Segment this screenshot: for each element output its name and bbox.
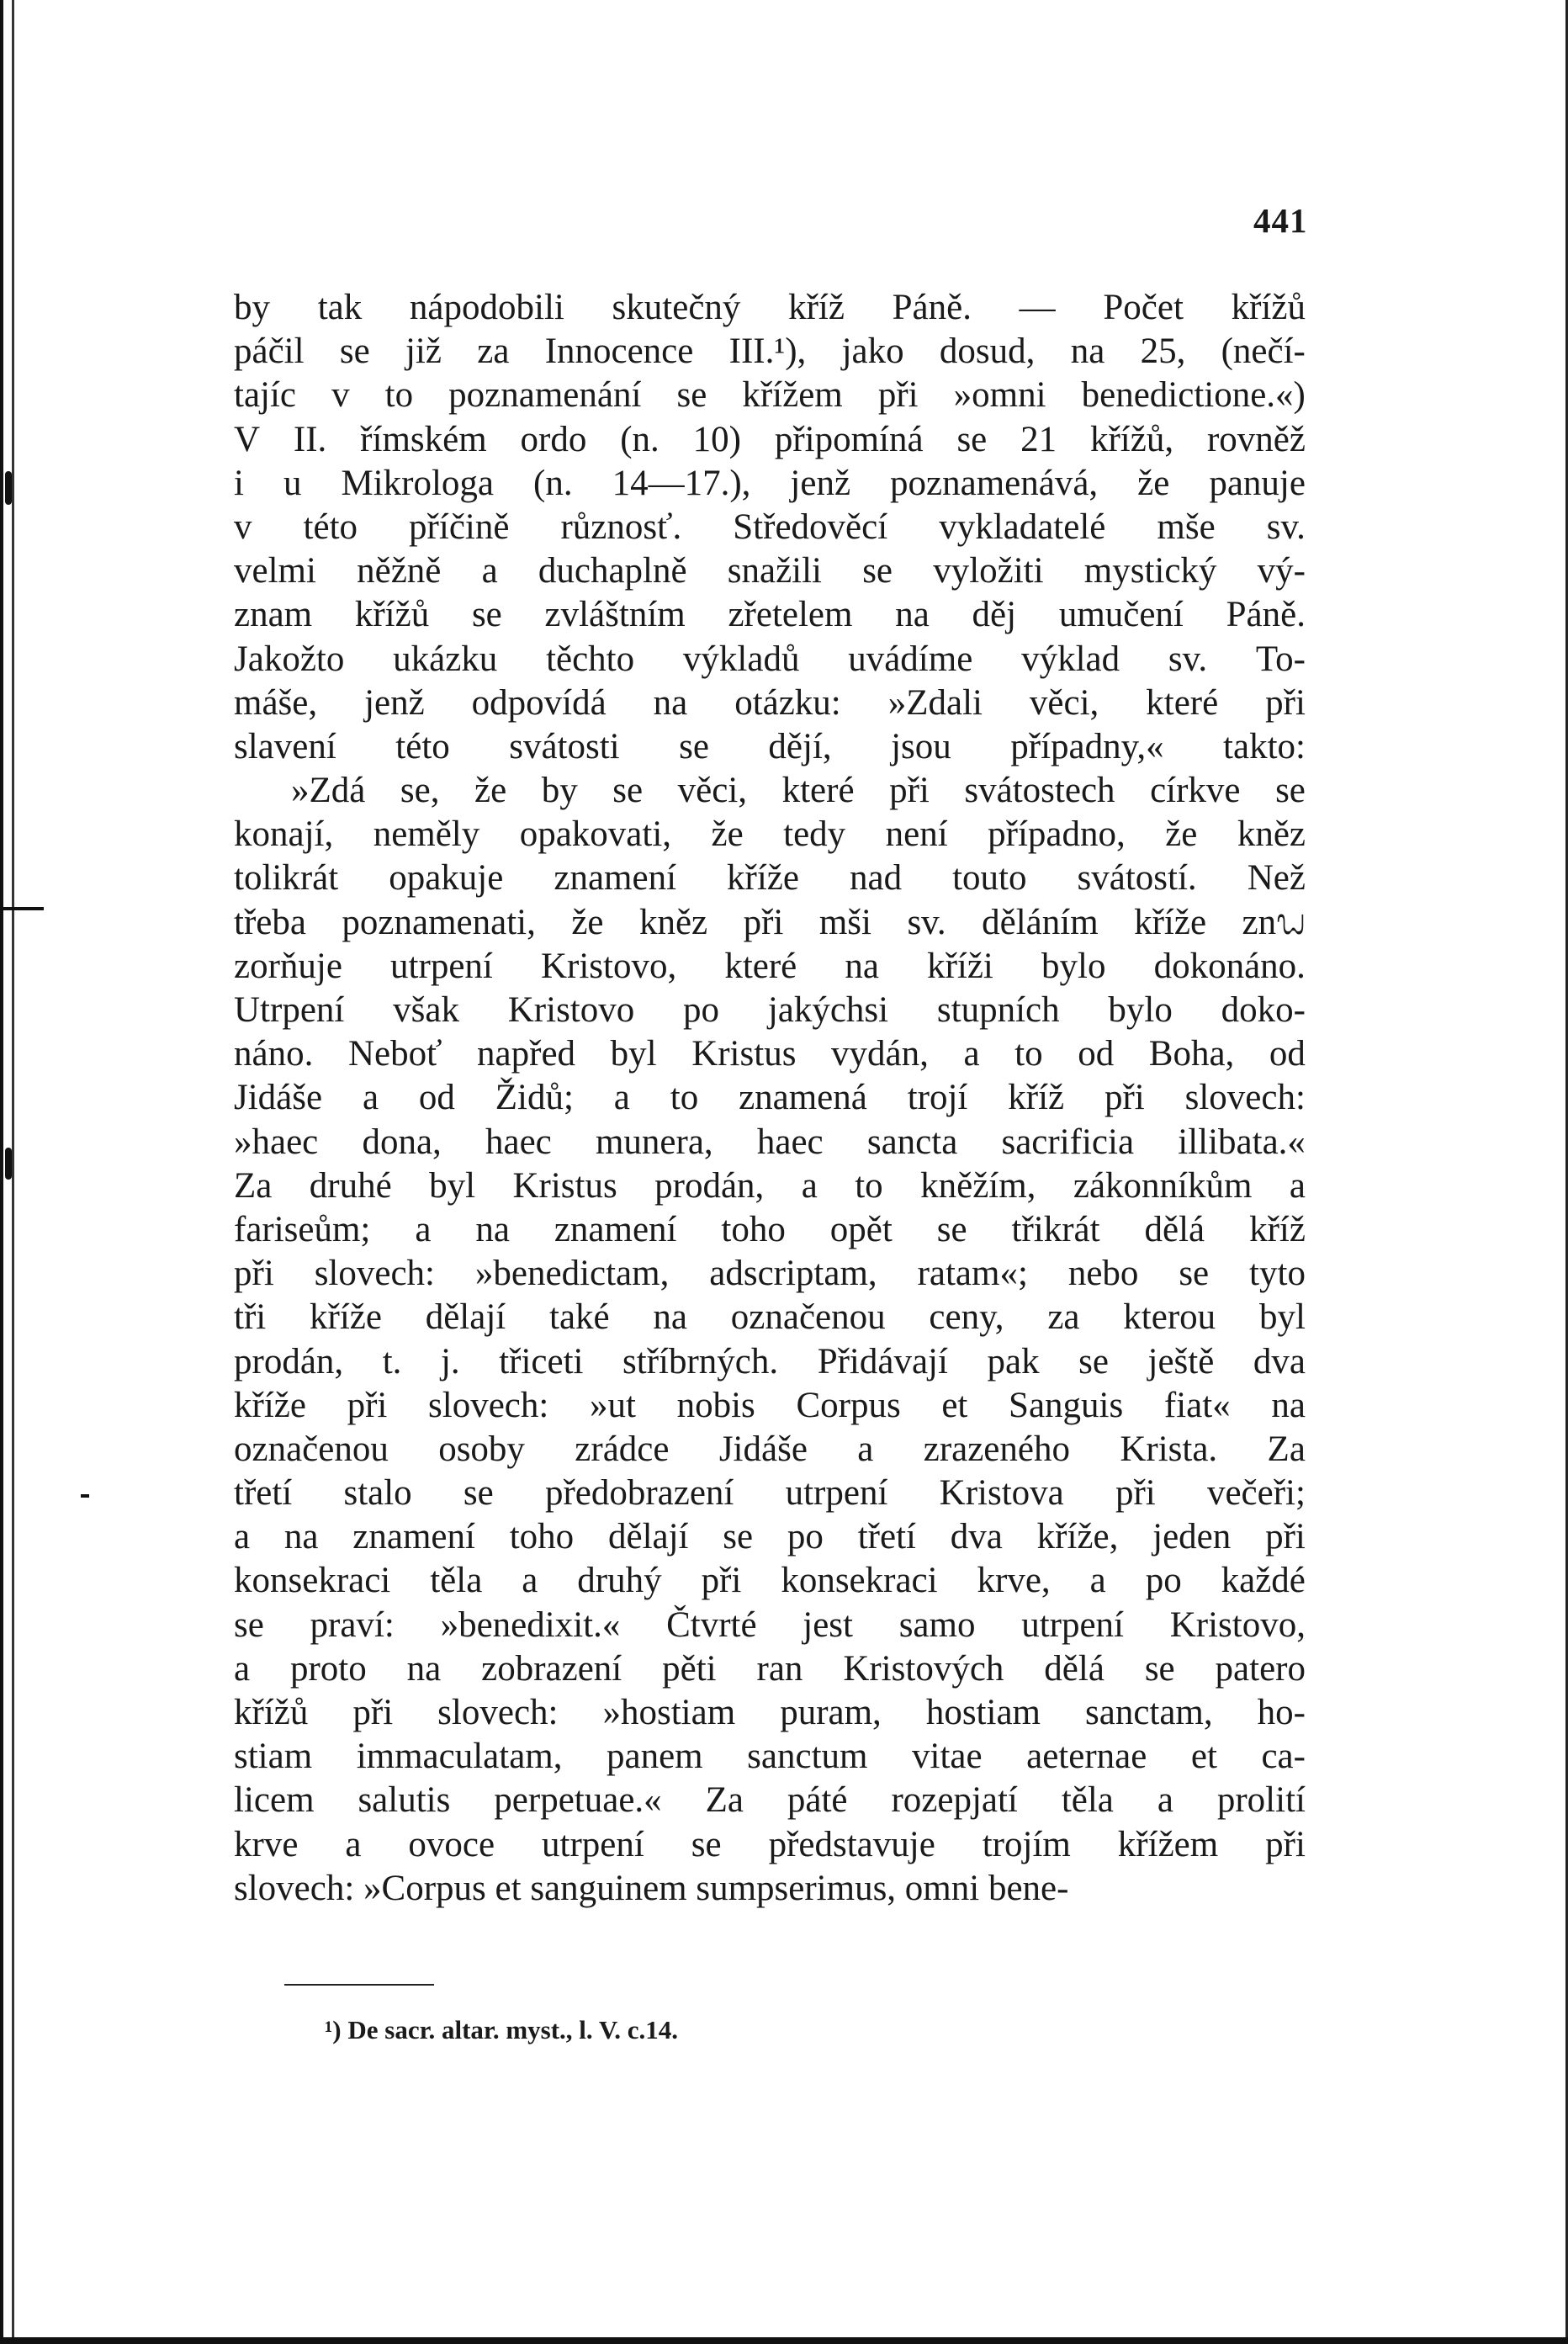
- text-line-37: slovech: »Corpus et sanguinem sumpserimus, omni bene-: [234, 1868, 1069, 1908]
- text-line-5: i u Mikrologa (n. 14—17.), jenž poznamenává, že panuje: [234, 463, 1306, 503]
- text-line-22: fariseům; a na znamení toho opět se třikrát dělá kříž: [234, 1209, 1306, 1249]
- text-line-15: třeba poznamenati, že kněz při mši sv. děláním kříže znᬠ: [234, 902, 1306, 942]
- text-line-2: páčil se již za Innocence III.¹), jako dosud, na 25, (nečí-: [234, 331, 1306, 372]
- text-line-7: velmi něžně a duchaplně snažili se vyložiti mystický vý-: [234, 551, 1306, 591]
- text-line-33: křížů při slovech: »hostiam puram, hostiam sanctam, ho-: [234, 1693, 1306, 1732]
- page-number: 441: [1253, 201, 1308, 240]
- text-line-32: a proto na zobrazení pěti ran Kristových dělá se patero: [234, 1648, 1306, 1689]
- text-line-6: v této příčině různosť. Středověcí vykladatelé mše sv.: [234, 506, 1306, 547]
- text-line-10: máše, jenž odpovídá na otázku: »Zdali věci, které při: [234, 682, 1306, 723]
- body-text: [234, 286, 1306, 1911]
- text-line-16: zorňuje utrpení Kristovo, které na kříži bylo dokonáno.: [234, 946, 1306, 986]
- text-line-19: Jidáše a od Židů; a to znamená trojí kříž při slovech:: [234, 1078, 1306, 1118]
- text-line-17: Utrpení však Kristovo po jakýchsi stupních bylo doko-: [234, 990, 1306, 1030]
- text-line-35: licem salutis perpetuae.« Za páté rozepjatí těla a prolití: [234, 1780, 1306, 1821]
- text-line-27: označenou osoby zrádce Jidáše a zrazeného Krista. Za: [234, 1429, 1306, 1469]
- text-line-21: Za druhé byl Kristus prodán, a to kněžím, zákonníkům a: [234, 1165, 1306, 1206]
- binding-mark-1: [5, 471, 12, 505]
- text-line-20: »haec dona, haec munera, haec sancta sacrificia illibata.«: [234, 1122, 1306, 1162]
- page-bottom-edge: [0, 2337, 1568, 2344]
- text-line-9: Jakožto ukázku těchto výkladů uvádíme výklad sv. To-: [234, 639, 1306, 679]
- text-line-29: a na znamení toho dělají se po třetí dva kříže, jeden při: [234, 1517, 1306, 1557]
- text-line-13: konají, neměly opakovati, že tedy není případno, že kněz: [234, 814, 1306, 855]
- text-line-23: při slovech: »benedictam, adscriptam, ratam«; nebo se tyto: [234, 1254, 1306, 1294]
- text-line-30: konsekraci těla a druhý při konsekraci krve, a po každé: [234, 1561, 1306, 1601]
- text-line-8: znam křížů se zvláštním zřetelem na děj umučení Páně.: [234, 595, 1306, 635]
- text-line-34: stiam immaculatam, panem sanctum vitae aeternae et ca-: [234, 1737, 1306, 1777]
- text-line-1: by tak nápodobili skutečný kříž Páně. — Počet křížů: [234, 288, 1306, 327]
- page-binding-shadow: [12, 0, 14, 2344]
- page-binding-edge: [0, 0, 3, 2344]
- text-line-3: tajíc v to poznamenání se křížem při »omni benedictione.«): [234, 375, 1306, 416]
- text-line-25: prodán, t. j. třiceti stříbrných. Přidávají pak se ještě dva: [234, 1341, 1306, 1381]
- footnote: ¹) De sacr. altar. myst., l. V. c.14.: [325, 2015, 679, 2044]
- text-line-11: slavení této svátosti se dějí, jsou případny,« takto:: [234, 726, 1306, 766]
- margin-dash: [81, 1494, 89, 1498]
- footnote-rule: [284, 1984, 434, 1986]
- binding-mark-2: [0, 907, 44, 910]
- text-line-28: třetí stalo se předobrazení utrpení Kristova při večeři;: [234, 1473, 1306, 1514]
- text-line-14: tolikrát opakuje znamení kříže nad touto svátostí. Než: [234, 858, 1306, 899]
- text-line-24: tři kříže dělají také na označenou ceny, za kterou byl: [234, 1297, 1306, 1338]
- text-line-4: V II. římském ordo (n. 10) připomíná se 21 křížů, rovněž: [234, 419, 1306, 459]
- text-line-18: náno. Neboť napřed byl Kristus vydán, a to od Boha, od: [234, 1034, 1306, 1074]
- binding-mark-3: [5, 1148, 12, 1180]
- text-line-36: krve a ovoce utrpení se představuje trojím křížem při: [234, 1824, 1306, 1864]
- text-line-31: se praví: »benedixit.« Čtvrté jest samo utrpení Kristovo,: [234, 1604, 1306, 1645]
- text-line-12: »Zdá se, že by se věci, které při svátostech církve se: [291, 771, 1306, 811]
- text-line-26: kříže při slovech: »ut nobis Corpus et Sanguis fiat« na: [234, 1385, 1306, 1425]
